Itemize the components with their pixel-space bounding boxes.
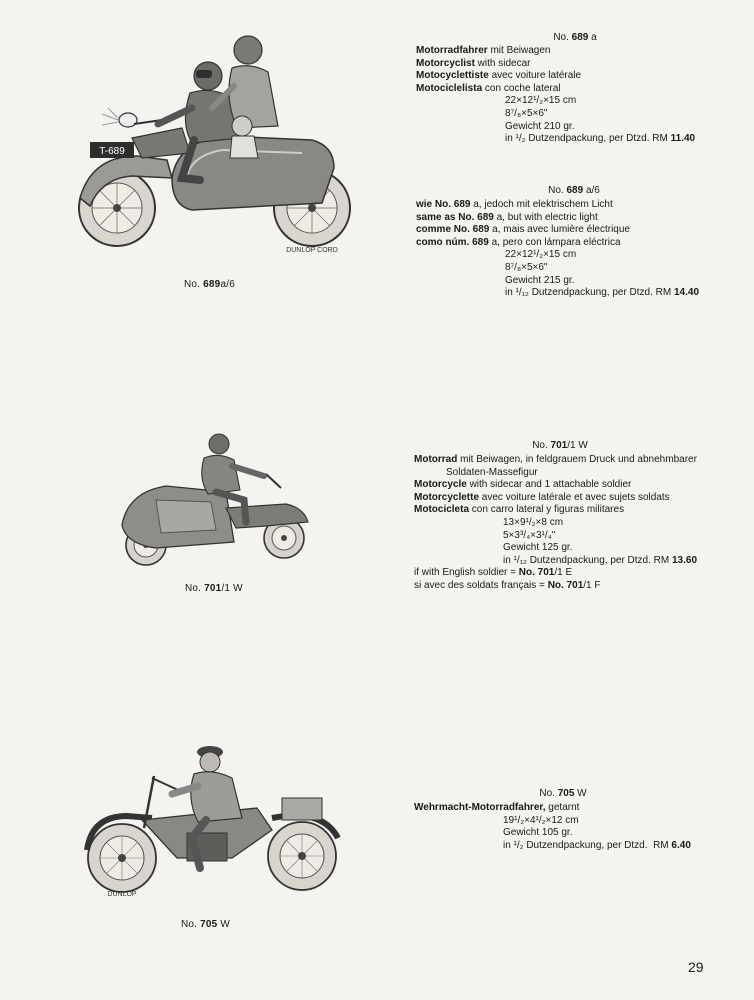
header-prefix: No. — [532, 440, 548, 451]
desc-701 — [414, 454, 697, 593]
price-value: 11.40 — [670, 133, 696, 145]
price-currency: RM — [653, 839, 669, 851]
header-suffix: a/6 — [585, 185, 600, 196]
desc-line: Motorradfahrer mit Beiwagen — [416, 45, 551, 56]
spec-dimensions-in: 5×3³/₄×3¹/₄" — [503, 529, 556, 541]
header-number: 689 — [566, 185, 584, 196]
motorcycle-689a-illustration — [72, 28, 362, 253]
caption-prefix: No. — [184, 279, 201, 290]
header-689a — [515, 32, 635, 43]
caption-suffix: a/6 — [220, 279, 235, 290]
caption-689a6 — [184, 279, 235, 290]
price-value: 13.60 — [672, 554, 698, 566]
price-line: in ¹/₁₂ Dutzendpackung, per Dtzd. RM 13.60 — [503, 554, 698, 566]
price-value: 6.40 — [671, 839, 691, 851]
desc-line: Motorcyclette avec voiture latérale et avec sujets soldats — [414, 491, 670, 503]
desc-689a — [416, 45, 695, 146]
desc-705 — [414, 802, 691, 852]
header-suffix: /1 W — [567, 440, 588, 451]
caption-number: 701 — [204, 583, 222, 594]
caption-suffix: /1 W — [221, 583, 243, 594]
spec-dimensions-in: 8⁷/₈×5×6" — [505, 261, 548, 273]
caption-number: 689 — [203, 279, 221, 290]
decal-text: T-689 — [99, 146, 125, 157]
variant-line: si avec des soldats français = No. 701/1 F — [414, 579, 601, 591]
caption-prefix: No. — [181, 919, 198, 930]
header-701 — [500, 440, 620, 451]
spec-weight: Gewicht 215 gr. — [505, 274, 575, 286]
page-number: 29 — [688, 959, 704, 975]
desc-line: Motorrad mit Beiwagen, in feldgrauem Druck und abnehmbarer — [414, 454, 697, 465]
header-prefix: No. — [553, 32, 569, 43]
header-suffix: a — [591, 32, 597, 43]
desc-line: Motorcyclist with sidecar — [416, 57, 531, 69]
spec-dimensions-cm: 22×12¹/₂×15 cm — [505, 249, 577, 261]
caption-number: 705 — [200, 919, 218, 930]
spec-dimensions-cm: 22×12¹/₂×15 cm — [505, 95, 577, 107]
desc-line: same as No. 689 a, but with electric light — [416, 211, 598, 223]
desc-line: como núm. 689 a, pero con lámpara eléctrica — [416, 236, 621, 248]
desc-line: Motocyclettiste avec voiture latérale — [416, 70, 582, 82]
desc-line: Wehrmacht-Motorradfahrer, getarnt — [414, 802, 580, 813]
caption-701 — [185, 583, 243, 594]
desc-line: Motociclelista con coche lateral — [416, 82, 561, 94]
spec-weight: Gewicht 210 gr. — [505, 120, 575, 132]
desc-line: Motocicleta con carro lateral y figuras militares — [414, 504, 625, 516]
price-value: 14.40 — [674, 287, 700, 299]
price-line: in ¹/₂ Dutzendpackung, per Dtzd. RM 11.40 — [505, 133, 696, 145]
caption-705 — [181, 919, 230, 930]
header-prefix: No. — [539, 788, 555, 799]
price-line: in ¹/₂ Dutzendpackung, per Dtzd. RM 6.40 — [503, 839, 691, 851]
spec-dimensions-cm: 13×9¹/₂×8 cm — [503, 516, 564, 528]
spec-weight: Gewicht 105 gr. — [503, 827, 573, 839]
desc-line: Soldaten-Massefigur — [446, 466, 538, 478]
header-number: 705 — [557, 788, 575, 799]
header-number: 689 — [571, 32, 589, 43]
desc-line: Motorcycle with sidecar and 1 attachable soldier — [414, 479, 632, 491]
spec-dimensions-in: 8⁷/₈×5×6" — [505, 107, 548, 119]
caption-suffix: W — [217, 919, 231, 930]
price-line: in ¹/₁₂ Dutzendpackung, per Dtzd. RM 14.40 — [505, 287, 700, 299]
caption-prefix: No. — [185, 583, 202, 594]
desc-689a6 — [416, 199, 699, 300]
tire-text: DUNLOP — [107, 891, 137, 898]
spec-weight: Gewicht 125 gr. — [503, 542, 573, 554]
tire-text: DUNLOP CORD — [286, 247, 338, 253]
desc-line: wie No. 689 a, jedoch mit elektrischem Licht — [416, 199, 613, 210]
header-705 — [508, 788, 618, 799]
desc-line: comme No. 689 a, mais avec lumière électrique — [416, 224, 630, 236]
motorcycle-705-illustration — [82, 738, 344, 898]
header-689a6 — [504, 185, 644, 196]
variant-line: if with English soldier = No. 701/1 E — [414, 567, 573, 579]
header-number: 701 — [550, 440, 568, 451]
header-suffix: W — [574, 788, 587, 799]
spec-dimensions-cm: 19¹/₂×4¹/₂×12 cm — [503, 814, 579, 826]
header-prefix: No. — [548, 185, 564, 196]
motorcycle-701-illustration — [116, 430, 311, 570]
